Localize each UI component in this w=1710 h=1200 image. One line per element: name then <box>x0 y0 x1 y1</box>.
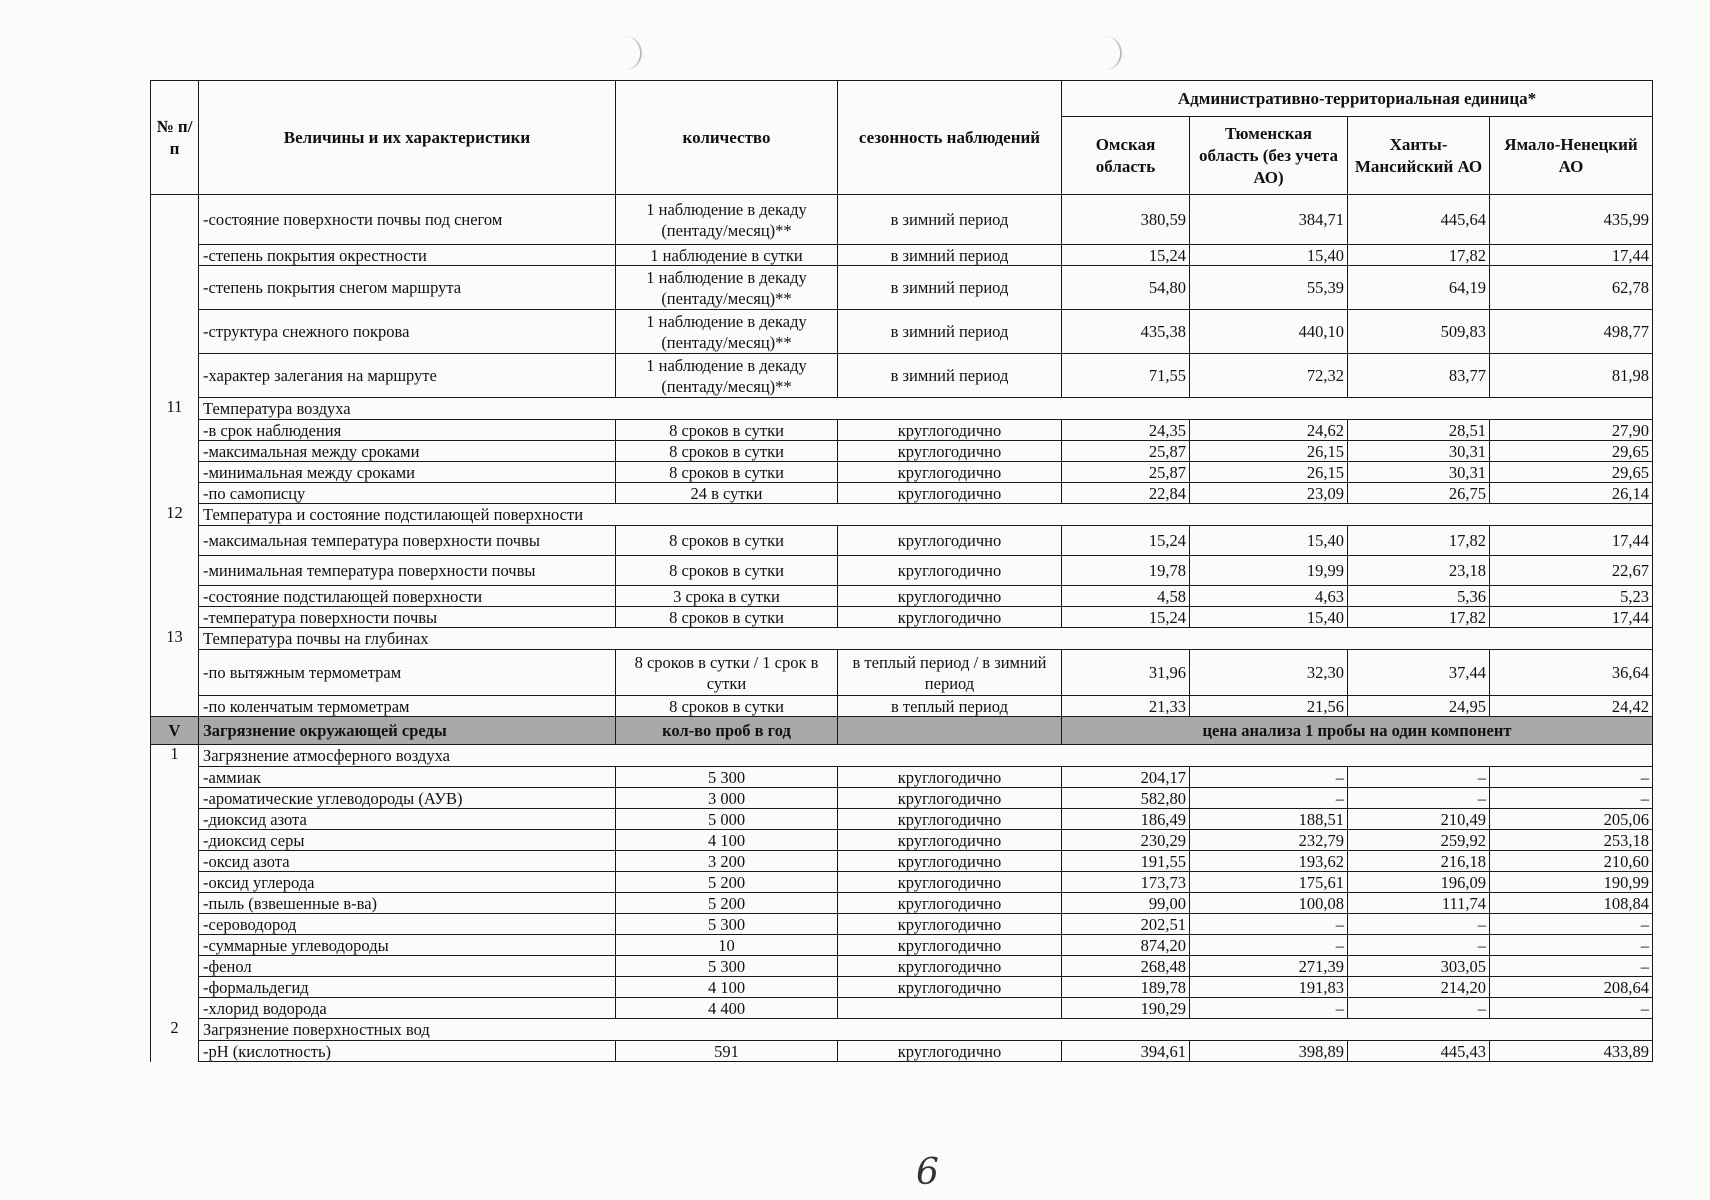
row-number: 11 <box>151 398 199 420</box>
row-value: 17,44 <box>1490 607 1653 628</box>
row-value: 17,82 <box>1348 245 1490 266</box>
row-value: 303,05 <box>1348 956 1490 977</box>
row-value: – <box>1348 914 1490 935</box>
row-value: – <box>1348 788 1490 809</box>
row-season: круглогодично <box>838 556 1062 586</box>
row-name: -максимальная температура поверхности почвы <box>199 526 616 556</box>
row-value: 15,40 <box>1190 245 1348 266</box>
row-number <box>151 935 199 956</box>
row-qty: 24 в сутки <box>616 483 838 504</box>
row-qty: 8 сроков в сутки <box>616 420 838 441</box>
row-name: -по вытяжным термометрам <box>199 650 616 696</box>
row-name: -суммарные углеводороды <box>199 935 616 956</box>
col-header-season: сезонность наблюдений <box>838 81 1062 195</box>
table-row <box>151 483 1653 504</box>
table-row <box>151 556 1653 586</box>
row-value: 210,60 <box>1490 851 1653 872</box>
row-name: -пыль (взвешенные в-ва) <box>199 893 616 914</box>
row-number <box>151 893 199 914</box>
row-season: круглогодично <box>838 1041 1062 1062</box>
section-number: V <box>151 717 199 745</box>
row-qty: 10 <box>616 935 838 956</box>
row-number <box>151 809 199 830</box>
table-row <box>151 767 1653 788</box>
col-header-region: Ханты-Мансийский АО <box>1348 117 1490 195</box>
row-number <box>151 767 199 788</box>
row-qty: 1 наблюдение в сутки <box>616 245 838 266</box>
table-row <box>151 441 1653 462</box>
row-value: 15,40 <box>1190 607 1348 628</box>
row-value: 17,44 <box>1490 245 1653 266</box>
col-header-qty: количество <box>616 81 838 195</box>
table-row <box>151 526 1653 556</box>
row-value: 204,17 <box>1062 767 1190 788</box>
row-value: 188,51 <box>1190 809 1348 830</box>
row-qty: 8 сроков в сутки <box>616 526 838 556</box>
row-number <box>151 310 199 354</box>
row-value: – <box>1190 788 1348 809</box>
row-number <box>151 788 199 809</box>
table-row <box>151 310 1653 354</box>
group-title: Температура воздуха <box>199 398 1653 420</box>
row-number <box>151 956 199 977</box>
row-value: 31,96 <box>1062 650 1190 696</box>
row-value: 17,82 <box>1348 607 1490 628</box>
row-value: – <box>1190 914 1348 935</box>
row-season: круглогодично <box>838 483 1062 504</box>
row-name: -минимальная температура поверхности почвы <box>199 556 616 586</box>
row-value: 394,61 <box>1062 1041 1190 1062</box>
table-row <box>151 1041 1653 1062</box>
table-row <box>151 998 1653 1019</box>
row-value: 25,87 <box>1062 441 1190 462</box>
table-row <box>151 914 1653 935</box>
row-qty: 1 наблюдение в декаду (пентаду/месяц)** <box>616 310 838 354</box>
row-value: 190,99 <box>1490 872 1653 893</box>
row-qty: 5 300 <box>616 956 838 977</box>
row-season: круглогодично <box>838 872 1062 893</box>
row-qty: 5 200 <box>616 872 838 893</box>
row-number <box>151 195 199 245</box>
col-header-num: № п/п <box>151 81 199 195</box>
row-number <box>151 526 199 556</box>
row-value: 15,24 <box>1062 245 1190 266</box>
row-number <box>151 245 199 266</box>
row-value: 380,59 <box>1062 195 1190 245</box>
row-value: 32,30 <box>1190 650 1348 696</box>
row-value: 433,89 <box>1490 1041 1653 1062</box>
row-value: – <box>1490 788 1653 809</box>
col-header-unit-group: Административно-территориальная единица* <box>1062 81 1653 117</box>
row-value: 21,56 <box>1190 696 1348 717</box>
row-value: 17,82 <box>1348 526 1490 556</box>
row-value: 440,10 <box>1190 310 1348 354</box>
row-number <box>151 914 199 935</box>
row-value: 498,77 <box>1490 310 1653 354</box>
row-qty: 1 наблюдение в декаду (пентаду/месяц)** <box>616 354 838 398</box>
row-value: 191,55 <box>1062 851 1190 872</box>
row-value: 271,39 <box>1190 956 1348 977</box>
row-value: 208,64 <box>1490 977 1653 998</box>
row-value: 62,78 <box>1490 266 1653 310</box>
row-value: 15,24 <box>1062 607 1190 628</box>
table-row <box>151 893 1653 914</box>
row-number <box>151 607 199 628</box>
row-qty: 5 200 <box>616 893 838 914</box>
row-value: 4,63 <box>1190 586 1348 607</box>
row-value: 582,80 <box>1062 788 1190 809</box>
row-value: 26,75 <box>1348 483 1490 504</box>
row-season: круглогодично <box>838 935 1062 956</box>
row-number <box>151 998 199 1019</box>
row-qty: 4 400 <box>616 998 838 1019</box>
row-qty: 5 000 <box>616 809 838 830</box>
row-value: 111,74 <box>1348 893 1490 914</box>
row-season <box>838 998 1062 1019</box>
table-row <box>151 398 1653 420</box>
table-row <box>151 977 1653 998</box>
col-header-region: Ямало-Ненецкий АО <box>1490 117 1653 195</box>
row-number <box>151 650 199 696</box>
row-name: -диоксид серы <box>199 830 616 851</box>
row-qty: 8 сроков в сутки <box>616 556 838 586</box>
table-row <box>151 745 1653 767</box>
row-value: 202,51 <box>1062 914 1190 935</box>
row-value: 232,79 <box>1190 830 1348 851</box>
row-value: – <box>1490 767 1653 788</box>
row-season: круглогодично <box>838 607 1062 628</box>
row-value: 4,58 <box>1062 586 1190 607</box>
row-value: 398,89 <box>1190 1041 1348 1062</box>
row-value: 253,18 <box>1490 830 1653 851</box>
row-number <box>151 586 199 607</box>
row-name: -аммиак <box>199 767 616 788</box>
row-value: 191,83 <box>1190 977 1348 998</box>
row-season: круглогодично <box>838 914 1062 935</box>
row-value: 214,20 <box>1348 977 1490 998</box>
row-qty: 4 100 <box>616 830 838 851</box>
row-name: -структура снежного покрова <box>199 310 616 354</box>
table-row <box>151 809 1653 830</box>
row-season: круглогодично <box>838 977 1062 998</box>
row-value: 190,29 <box>1062 998 1190 1019</box>
col-header-region: Омская область <box>1062 117 1190 195</box>
table-row <box>151 696 1653 717</box>
row-value: 72,32 <box>1190 354 1348 398</box>
row-value: 81,98 <box>1490 354 1653 398</box>
row-value: 5,23 <box>1490 586 1653 607</box>
row-qty: 3 000 <box>616 788 838 809</box>
row-value: 36,64 <box>1490 650 1653 696</box>
section-title: Загрязнение окружающей среды <box>199 717 616 745</box>
row-season: круглогодично <box>838 586 1062 607</box>
row-season: в зимний период <box>838 195 1062 245</box>
row-value: 435,99 <box>1490 195 1653 245</box>
row-season: в зимний период <box>838 266 1062 310</box>
row-season: круглогодично <box>838 851 1062 872</box>
row-value: 189,78 <box>1062 977 1190 998</box>
row-value: 5,36 <box>1348 586 1490 607</box>
row-qty: 4 100 <box>616 977 838 998</box>
row-value: 175,61 <box>1190 872 1348 893</box>
table-row <box>151 420 1653 441</box>
row-value: 24,62 <box>1190 420 1348 441</box>
table-row <box>151 956 1653 977</box>
row-value: 15,24 <box>1062 526 1190 556</box>
row-value: – <box>1190 998 1348 1019</box>
row-season: круглогодично <box>838 462 1062 483</box>
table-row <box>151 607 1653 628</box>
row-number <box>151 1041 199 1062</box>
row-name: -оксид азота <box>199 851 616 872</box>
row-number: 2 <box>151 1019 199 1041</box>
row-value: 268,48 <box>1062 956 1190 977</box>
row-season: круглогодично <box>838 420 1062 441</box>
table-row <box>151 628 1653 650</box>
row-value: 19,78 <box>1062 556 1190 586</box>
row-number <box>151 696 199 717</box>
row-value: 26,14 <box>1490 483 1653 504</box>
row-name: -состояние поверхности почвы под снегом <box>199 195 616 245</box>
row-value: 54,80 <box>1062 266 1190 310</box>
row-season: круглогодично <box>838 893 1062 914</box>
row-name: -степень покрытия окрестности <box>199 245 616 266</box>
row-value: – <box>1190 935 1348 956</box>
row-number: 12 <box>151 504 199 526</box>
row-name: -ароматические углеводороды (АУВ) <box>199 788 616 809</box>
row-qty: 8 сроков в сутки <box>616 441 838 462</box>
row-season: круглогодично <box>838 809 1062 830</box>
row-name: -формальдегид <box>199 977 616 998</box>
row-number <box>151 556 199 586</box>
row-value: 384,71 <box>1190 195 1348 245</box>
row-name: -минимальная между сроками <box>199 462 616 483</box>
row-name: -степень покрытия снегом маршрута <box>199 266 616 310</box>
row-number: 13 <box>151 628 199 650</box>
row-season: в зимний период <box>838 245 1062 266</box>
row-season: в зимний период <box>838 310 1062 354</box>
row-number <box>151 441 199 462</box>
row-season: в зимний период <box>838 354 1062 398</box>
row-value: 26,15 <box>1190 462 1348 483</box>
section-qty-header: кол-во проб в год <box>616 717 838 745</box>
row-value: 37,44 <box>1348 650 1490 696</box>
row-value: 83,77 <box>1348 354 1490 398</box>
row-value: 30,31 <box>1348 441 1490 462</box>
row-value: 205,06 <box>1490 809 1653 830</box>
group-title: Температура и состояние подстилающей поверхности <box>199 504 1653 526</box>
row-value: – <box>1490 998 1653 1019</box>
row-number <box>151 266 199 310</box>
row-value: 259,92 <box>1348 830 1490 851</box>
row-value: 71,55 <box>1062 354 1190 398</box>
row-qty: 1 наблюдение в декаду (пентаду/месяц)** <box>616 195 838 245</box>
row-value: 193,62 <box>1190 851 1348 872</box>
row-number <box>151 420 199 441</box>
data-table <box>150 80 1653 1062</box>
row-season: круглогодично <box>838 526 1062 556</box>
row-name: -характер залегания на маршруте <box>199 354 616 398</box>
row-number: 1 <box>151 745 199 767</box>
row-qty: 5 300 <box>616 914 838 935</box>
row-qty: 8 сроков в сутки / 1 срок в сутки <box>616 650 838 696</box>
row-season: круглогодично <box>838 830 1062 851</box>
row-qty: 8 сроков в сутки <box>616 607 838 628</box>
row-season: круглогодично <box>838 767 1062 788</box>
row-value: 28,51 <box>1348 420 1490 441</box>
row-name: -по самописцу <box>199 483 616 504</box>
row-name: -хлорид водорода <box>199 998 616 1019</box>
row-value: 27,90 <box>1490 420 1653 441</box>
row-value: 29,65 <box>1490 441 1653 462</box>
row-value: 210,49 <box>1348 809 1490 830</box>
table-row <box>151 266 1653 310</box>
row-value: – <box>1348 935 1490 956</box>
row-number <box>151 830 199 851</box>
row-number <box>151 872 199 893</box>
table-row <box>151 935 1653 956</box>
row-value: – <box>1490 914 1653 935</box>
table-row <box>151 872 1653 893</box>
row-value: 435,38 <box>1062 310 1190 354</box>
group-title: Загрязнение поверхностных вод <box>199 1019 1653 1041</box>
row-qty: 591 <box>616 1041 838 1062</box>
row-value: – <box>1348 767 1490 788</box>
table-row <box>151 504 1653 526</box>
table-row <box>151 851 1653 872</box>
row-value: 874,20 <box>1062 935 1190 956</box>
row-value: 17,44 <box>1490 526 1653 556</box>
row-value: 24,95 <box>1348 696 1490 717</box>
row-name: -по коленчатым термометрам <box>199 696 616 717</box>
row-value: 55,39 <box>1190 266 1348 310</box>
row-season: в теплый период / в зимний период <box>838 650 1062 696</box>
row-name: -в срок наблюдения <box>199 420 616 441</box>
row-value: 100,08 <box>1190 893 1348 914</box>
row-value: 216,18 <box>1348 851 1490 872</box>
col-header-region: Тюменская область (без учета АО) <box>1190 117 1348 195</box>
table-row <box>151 586 1653 607</box>
row-value: 99,00 <box>1062 893 1190 914</box>
row-value: 445,43 <box>1348 1041 1490 1062</box>
row-value: 22,67 <box>1490 556 1653 586</box>
row-season: круглогодично <box>838 956 1062 977</box>
row-qty: 8 сроков в сутки <box>616 696 838 717</box>
row-value: 23,09 <box>1190 483 1348 504</box>
row-value: 196,09 <box>1348 872 1490 893</box>
row-value: 24,42 <box>1490 696 1653 717</box>
row-value: 173,73 <box>1062 872 1190 893</box>
table-row <box>151 650 1653 696</box>
row-number <box>151 977 199 998</box>
row-value: 22,84 <box>1062 483 1190 504</box>
row-qty: 3 срока в сутки <box>616 586 838 607</box>
row-number <box>151 483 199 504</box>
row-qty: 3 200 <box>616 851 838 872</box>
row-name: -pH (кислотность) <box>199 1041 616 1062</box>
row-number <box>151 851 199 872</box>
row-value: – <box>1348 998 1490 1019</box>
row-value: 29,65 <box>1490 462 1653 483</box>
section-season-empty <box>838 717 1062 745</box>
row-qty: 5 300 <box>616 767 838 788</box>
row-value: 445,64 <box>1348 195 1490 245</box>
table-row <box>151 354 1653 398</box>
group-title: Температура почвы на глубинах <box>199 628 1653 650</box>
row-season: круглогодично <box>838 441 1062 462</box>
table-row <box>151 830 1653 851</box>
table-row <box>151 717 1653 745</box>
section-price-header: цена анализа 1 пробы на один компонент <box>1062 717 1653 745</box>
row-value: 26,15 <box>1190 441 1348 462</box>
row-value: 15,40 <box>1190 526 1348 556</box>
row-value: 21,33 <box>1062 696 1190 717</box>
row-name: -максимальная между сроками <box>199 441 616 462</box>
row-number <box>151 354 199 398</box>
row-name: -сероводород <box>199 914 616 935</box>
row-name: -фенол <box>199 956 616 977</box>
table-row <box>151 788 1653 809</box>
row-value: 19,99 <box>1190 556 1348 586</box>
row-value: 23,18 <box>1348 556 1490 586</box>
page-number: 6 <box>916 1152 939 1193</box>
row-name: -оксид углерода <box>199 872 616 893</box>
row-value: 24,35 <box>1062 420 1190 441</box>
row-value: 30,31 <box>1348 462 1490 483</box>
data-table-container <box>150 80 1652 1062</box>
row-value: 509,83 <box>1348 310 1490 354</box>
row-value: 64,19 <box>1348 266 1490 310</box>
table-body <box>151 195 1653 1062</box>
group-title: Загрязнение атмосферного воздуха <box>199 745 1653 767</box>
row-season: круглогодично <box>838 788 1062 809</box>
table-row <box>151 462 1653 483</box>
row-name: -температура поверхности почвы <box>199 607 616 628</box>
row-name: -состояние подстилающей поверхности <box>199 586 616 607</box>
row-value: 25,87 <box>1062 462 1190 483</box>
row-season: в теплый период <box>838 696 1062 717</box>
col-header-name: Величины и их характеристики <box>199 81 616 195</box>
row-qty: 1 наблюдение в декаду (пентаду/месяц)** <box>616 266 838 310</box>
table-row <box>151 1019 1653 1041</box>
row-value: – <box>1490 935 1653 956</box>
row-qty: 8 сроков в сутки <box>616 462 838 483</box>
row-value: – <box>1490 956 1653 977</box>
row-name: -диоксид азота <box>199 809 616 830</box>
row-value: 230,29 <box>1062 830 1190 851</box>
row-number <box>151 462 199 483</box>
table-row <box>151 195 1653 245</box>
row-value: – <box>1190 767 1348 788</box>
row-value: 108,84 <box>1490 893 1653 914</box>
row-value: 186,49 <box>1062 809 1190 830</box>
table-row <box>151 245 1653 266</box>
